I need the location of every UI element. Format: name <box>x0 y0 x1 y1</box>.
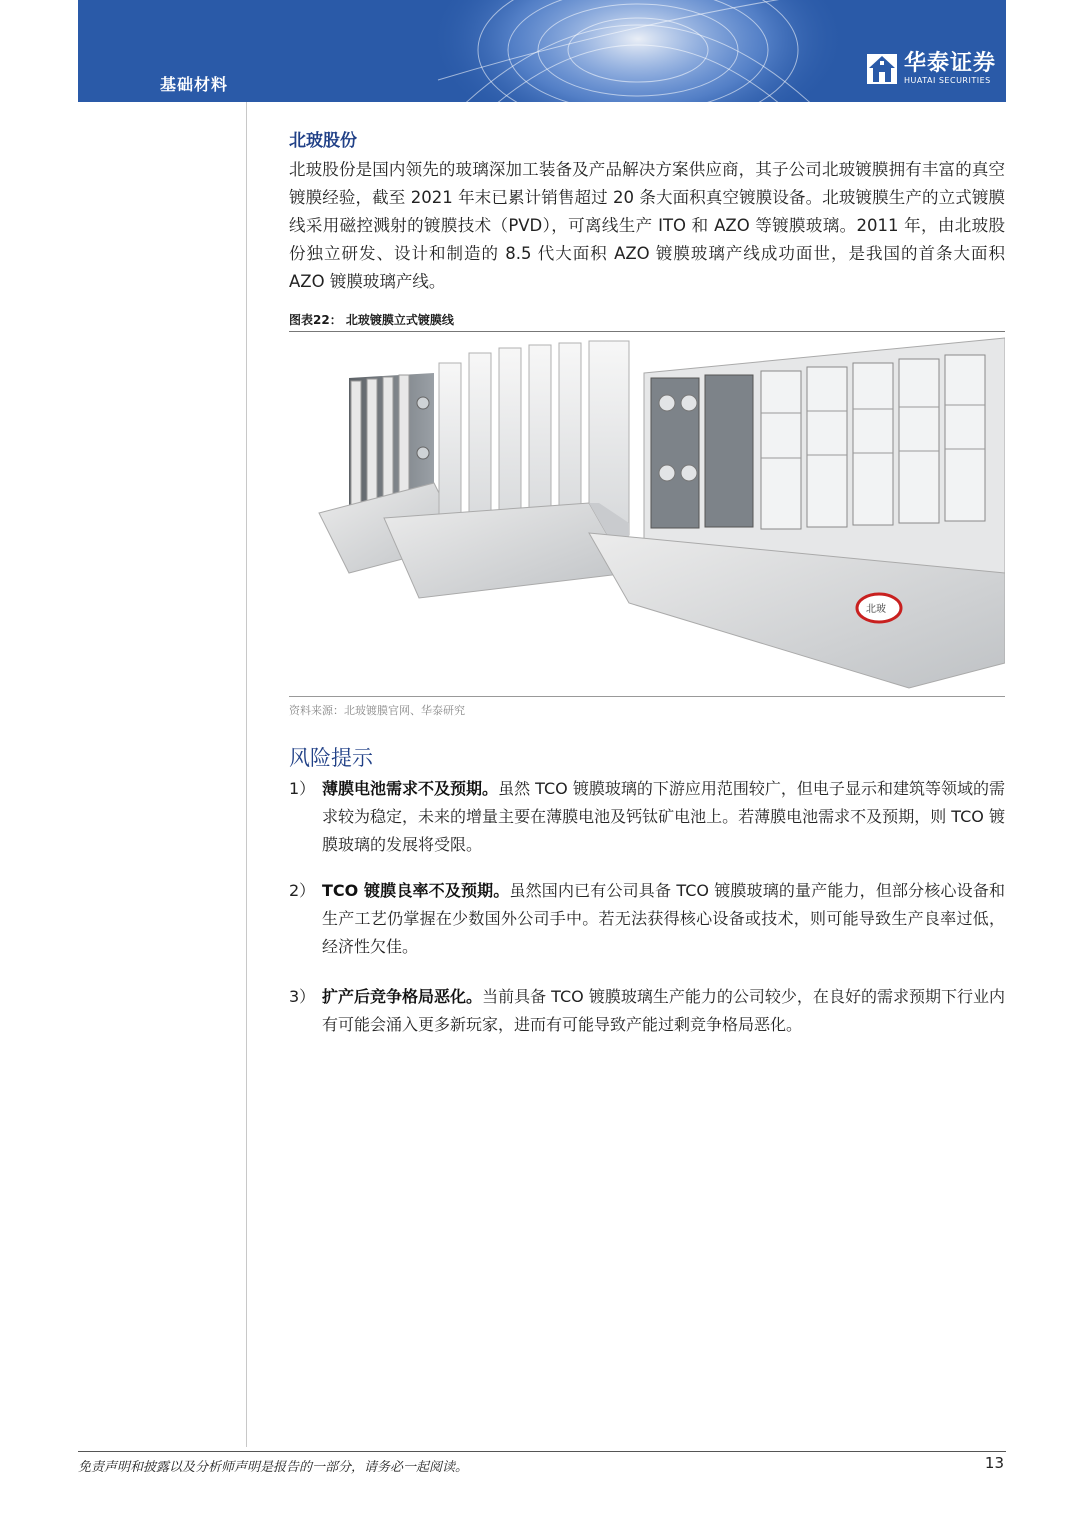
figure-source: 资料来源：北玻镀膜官网、华泰研究 <box>289 704 465 717</box>
risk-number: 1） <box>289 779 316 798</box>
risk-bold: TCO 镀膜良率不及预期。 <box>322 881 510 900</box>
risk-heading: 风险提示 <box>289 746 373 770</box>
footer-rule <box>78 1451 1006 1452</box>
risk-item <box>289 877 1005 961</box>
page-number: 13 <box>984 1454 1004 1472</box>
figure-rule-bottom <box>289 696 1005 697</box>
risk-number: 3） <box>289 987 316 1006</box>
brand-logo <box>866 52 996 86</box>
risk-text: 虽然 TCO 镀膜玻璃的下游应用范围较广，但电子显示和建筑等领域的需求较为稳定，未来的增量主要在薄膜电池及钙钛矿电池上。若薄膜电池需求不及预期，则 TCO 镀膜玻璃的发展将受限。 <box>322 779 1005 854</box>
logo-en: HUATAI SECURITIES <box>903 76 991 85</box>
company-heading: 北玻股份 <box>289 131 357 151</box>
left-margin-rule <box>246 102 247 1447</box>
header-banner <box>78 0 1006 102</box>
logo-cn: 华泰证券 <box>903 51 996 76</box>
logo-mark-icon <box>866 53 898 85</box>
risk-text: 虽然国内已有公司具备 TCO 镀膜玻璃的量产能力，但部分核心设备和生产工艺仍掌握在少数国外公司手中。若无法获得核心设备或技术，则可能导致生产良率过低，经济性欠佳。 <box>322 881 1005 956</box>
company-paragraph: 北玻股份是国内领先的玻璃深加工装备及产品解决方案供应商，其子公司北玻镀膜拥有丰富的真空镀膜经验，截至 2021 年末已累计销售超过 20 条大面积真空镀膜设备。北玻镀膜生产的立式镀膜线采用磁控溅射的镀膜技术（PVD），可离线生产 ITO 和 AZO 等镀膜玻璃。2011 年，由北玻股份独立研发、设计和制造的 8.5 代大面积 AZO 镀膜玻璃产线成功面世，是我国的首条大面积 AZO 镀膜玻璃产线。 <box>289 160 1005 291</box>
risk-bold: 薄膜电池需求不及预期。 <box>322 779 499 798</box>
risk-item <box>289 775 1005 859</box>
risk-text: 当前具备 TCO 镀膜玻璃生产能力的公司较少，在良好的需求预期下行业内有可能会涌入更多新玩家，进而有可能导致产能过剩竞争格局恶化。 <box>322 987 1005 1034</box>
risk-item <box>289 983 1005 1039</box>
figure-rule-top <box>289 331 1005 332</box>
coating-line-photo <box>289 333 1005 695</box>
figure-title: 图表22： 北玻镀膜立式镀膜线 <box>289 313 454 327</box>
photo-brand-label: 北玻 <box>866 604 886 615</box>
section-tag: 基础材料 <box>160 75 229 94</box>
risk-number: 2） <box>289 881 316 900</box>
footer-disclaimer: 免责声明和披露以及分析师声明是报告的一部分，请务必一起阅读。 <box>78 1460 469 1475</box>
decorative-swirl <box>418 0 858 102</box>
risk-bold: 扩产后竞争格局恶化。 <box>322 987 483 1006</box>
